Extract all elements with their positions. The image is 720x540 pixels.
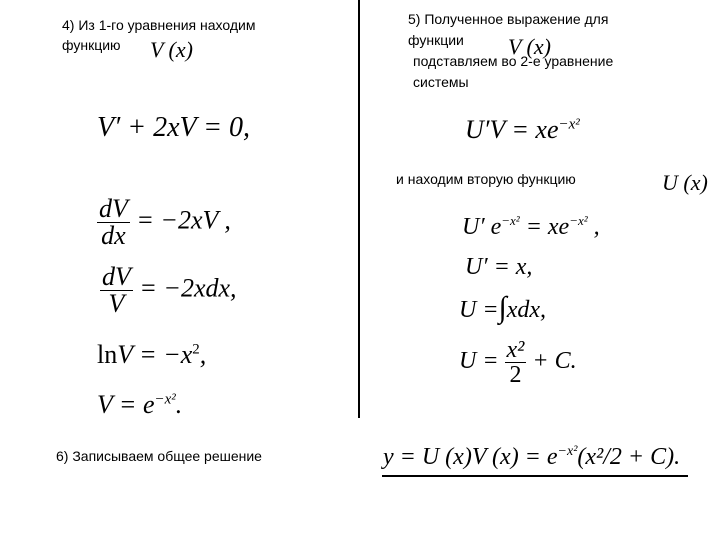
general-solution-exp: −x²: [557, 444, 578, 459]
left-eq-3-den: V: [108, 289, 125, 318]
right-eq-5-den: 2: [509, 362, 522, 388]
vertical-divider: [358, 0, 360, 418]
step4-func-label: V (x): [150, 37, 193, 62]
step5-text-line1: 5) Полученное выражение для: [408, 11, 609, 27]
right-eq-2-b: = xe: [519, 214, 570, 240]
right-eq-1: [465, 117, 580, 143]
left-eq-3: [100, 264, 237, 317]
right-eq-2-c: ,: [587, 214, 600, 240]
right-eq-2-exp1: −x²: [501, 213, 520, 228]
left-eq-2-num: dV: [99, 194, 128, 223]
step5-text-line4: системы: [413, 74, 469, 90]
left-eq-5-lhs: V = e: [97, 390, 155, 419]
right-eq-5-rhs: + C.: [532, 348, 577, 375]
find-second-function-text: и находим вторую функцию: [396, 171, 576, 187]
left-eq-1: V′ + 2xV = 0,: [97, 112, 251, 143]
right-eq-4-rhs: xdx,: [506, 297, 547, 323]
left-eq-3-rhs: = −2xdx,: [139, 273, 237, 303]
step6-text: 6) Записываем общее решение: [56, 448, 262, 464]
step4-text-line1: 4) Из 1-го уравнения находим: [62, 17, 256, 33]
left-eq-4-end: ,: [199, 340, 207, 369]
find-second-function-label: U (x): [662, 170, 708, 195]
step5-text-line3: подставляем во 2-е уравнение: [413, 53, 614, 69]
left-eq-4-ln: ln: [97, 340, 118, 369]
right-eq-4: [459, 293, 546, 323]
right-eq-1-lhs: U′V = xe: [465, 115, 559, 144]
left-eq-5-end: .: [175, 390, 183, 419]
solution-underline: [382, 475, 688, 477]
step5-text-line2: функции: [408, 32, 464, 48]
left-eq-2-den: dx: [101, 221, 126, 250]
left-eq-4: [97, 342, 206, 368]
general-solution-b: (x²/2 + C).: [577, 444, 681, 470]
right-eq-3: U′ = x,: [465, 254, 533, 280]
right-eq-2: [462, 214, 600, 239]
right-eq-5-num: x²: [506, 337, 525, 363]
right-eq-1-exp: −x²: [558, 116, 580, 133]
left-eq-4-rest: V = −x: [117, 340, 193, 369]
left-eq-5-exp: −x²: [154, 391, 176, 408]
right-eq-2-exp2: −x²: [569, 213, 588, 228]
left-eq-2: [97, 196, 231, 249]
right-eq-4-int: ∫: [498, 291, 507, 324]
step5-func-label: V (x): [508, 34, 551, 59]
right-eq-5-lhs: U =: [459, 348, 499, 375]
right-eq-5: [459, 338, 577, 387]
step4-text-line2: функцию: [62, 37, 121, 53]
general-solution-formula: [383, 445, 680, 469]
left-eq-3-num: dV: [102, 262, 131, 291]
left-eq-2-rhs: = −2xV ,: [136, 205, 231, 235]
right-eq-4-lhs: U =: [459, 297, 499, 323]
right-eq-2-a: U′ e: [462, 214, 502, 240]
left-eq-5: [97, 392, 182, 418]
general-solution-a: y = U (x)V (x) = e: [383, 444, 558, 470]
left-eq-4-exp: 2: [192, 341, 200, 358]
